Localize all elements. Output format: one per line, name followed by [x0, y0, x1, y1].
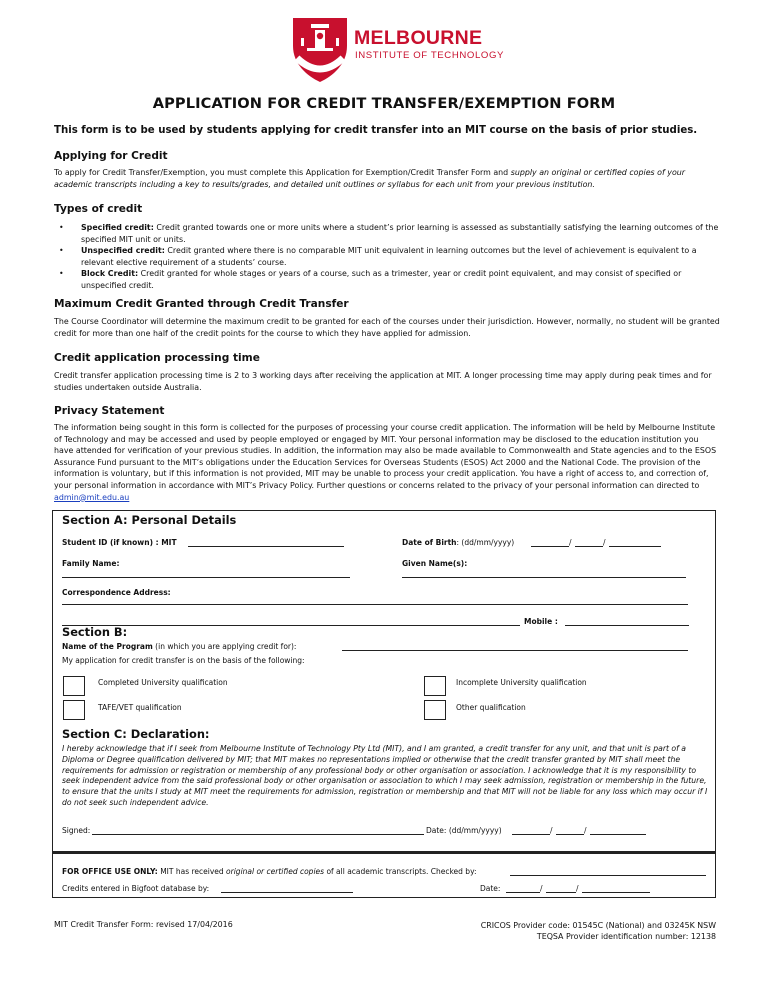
- mobile-label: Mobile :: [524, 617, 558, 626]
- given-names-field[interactable]: [402, 577, 686, 578]
- types-list: [54, 222, 724, 292]
- maximum-text: The Course Coordinator will determine the maximum credit to be granted for each of the courses under their jurisdiction. However, normally, no student will be granted credit for more than one half of the credit points for the course to which they have applied for admission.: [54, 317, 720, 338]
- given-names-label: Given Name(s):: [402, 559, 468, 568]
- declaration-text: I hereby acknowledge that if I seek from Melbourne Institute of Technology Pty Ltd (MIT), and I am granted, a credit transfer for any unit, and that unit is part of a Diploma or Degree qualification delivered by MIT; that MIT makes no representations implied or otherwise that the credit transfer granted by MIT shall meet the requirements for admission or registration or membership of any professional body or other organisation or association. I acknowledge that it is my responsibility to seek independent advice from the said professional body or other organisation or association to which I may seek admission, registration or membership in the future, to ensure that the units I study at MIT meet the requirements for admission, registration or membership and that MIT will not be liable for any loss which may occur if I do not seek such independent advice.: [62, 744, 708, 807]
- declaration-day-field[interactable]: [512, 834, 550, 835]
- dob-label: Date of Birth: (dd/mm/yyyy): [402, 538, 515, 547]
- declaration-date-label: Date: (dd/mm/yyyy): [426, 826, 502, 835]
- mobile-field[interactable]: [565, 625, 689, 626]
- checked-by-field[interactable]: [510, 875, 706, 876]
- section-c-heading: Section C: Declaration:: [62, 727, 210, 741]
- incomplete-university-label: Incomplete University qualification: [456, 678, 587, 687]
- completed-university-label: Completed University qualification: [98, 678, 228, 687]
- tafe-vet-label: TAFE/VET qualification: [98, 703, 182, 712]
- signed-label: Signed:: [62, 826, 91, 835]
- completed-university-checkbox[interactable]: [63, 676, 85, 696]
- credits-entered-field[interactable]: [221, 892, 353, 893]
- other-qualification-label: Other qualification: [456, 703, 526, 712]
- footer-revision: MIT Credit Transfer Form: revised 17/04/2016: [54, 920, 233, 929]
- email-link[interactable]: admin@mit.edu.au: [54, 492, 130, 502]
- program-label: Name of the Program (in which you are applying credit for):: [62, 642, 297, 651]
- other-qualification-checkbox[interactable]: [424, 700, 446, 720]
- family-name-field[interactable]: [62, 577, 350, 578]
- list-item: • Block Credit: Credit granted for whole stages or years of a course, such as a trimester, year or credit point equivalent, and may consist of specified or unspecified credit.: [59, 269, 682, 290]
- list-item: • Unspecified credit: Credit granted where there is no comparable MIT unit equivalent in learning outcomes but the level of achievement is equivalent to a relevant elective requirement of a students’ course.: [59, 246, 697, 267]
- types-heading: Types of credit: [54, 203, 143, 215]
- section-b-heading: Section B:: [62, 625, 128, 639]
- logo-name: MELBOURNE: [354, 27, 483, 49]
- address-field-line1[interactable]: [62, 604, 688, 605]
- processing-heading: Credit application processing time: [54, 352, 260, 364]
- dob-day-field[interactable]: [531, 546, 569, 547]
- teqsa-number: TEQSA Provider identification number: 12138: [536, 932, 716, 941]
- family-name-label: Family Name:: [62, 559, 120, 568]
- office-use-text: FOR OFFICE USE ONLY: MIT has received original or certified copies of all academic transcripts. Checked by:: [62, 867, 477, 876]
- office-day-field[interactable]: [506, 892, 540, 893]
- footer-provider-info: [481, 920, 716, 942]
- privacy-heading: Privacy Statement: [54, 405, 165, 417]
- processing-text: Credit transfer application processing time is 2 to 3 working days after receiving the application at MIT. A longer processing time may apply during peak times and for studies undertaken outside Australia.: [54, 371, 712, 392]
- list-item: • Specified credit: Credit granted towards one or more units where a student’s prior learning is assessed as substantially satisfying the learning outcomes of the specified MIT unit or units.: [59, 223, 719, 244]
- section-a-heading: Section A: Personal Details: [62, 513, 237, 527]
- office-date-label: Date:: [480, 884, 501, 893]
- applying-text: To apply for Credit Transfer/Exemption, you must complete this Application for Exemption/Credit Transfer Form and supply an original or certified copies of your academic transcripts including a key to results/grades, and detailed unit outlines or syllabus for each unit from your previous institution.: [54, 168, 686, 189]
- student-id-field[interactable]: [188, 546, 344, 547]
- applying-heading: Applying for Credit: [54, 150, 168, 162]
- tafe-vet-checkbox[interactable]: [63, 700, 85, 720]
- address-field-line2[interactable]: [62, 625, 520, 626]
- office-year-field[interactable]: [582, 892, 650, 893]
- logo-subtitle: INSTITUTE OF TECHNOLOGY: [355, 50, 505, 61]
- office-month-field[interactable]: [546, 892, 576, 893]
- dob-month-field[interactable]: [575, 546, 603, 547]
- student-id-label: Student ID (if known) : MIT: [62, 538, 177, 547]
- declaration-month-field[interactable]: [556, 834, 584, 835]
- program-field[interactable]: [342, 650, 688, 651]
- privacy-text: The information being sought in this form is collected for the purposes of processing your course credit application. The information will be held by Melbourne Institute of Technology and may be accessed and used by people employed or engaged by MIT. Your personal information may be disclosed to the education institution you have attended for verification of your previous studies. In addition, the information may also be made available to Commonwealth and State agencies and to the ESOS Assurance Fund pursuant to the MIT’s obligations under the Education Services for Overseas Students (ESOS) Act 2000 and the National Code. The provision of the information is voluntary, but if this information is not provided, MIT may be unable to process your credit application. You have a right of access to, and correction of, your personal information in accordance with MIT’s Privacy Policy. Further questions or concerns related to the privacy of your personal information can directed to admin@mit.edu.au: [54, 423, 717, 502]
- page-title: APPLICATION FOR CREDIT TRANSFER/EXEMPTION FORM: [152, 95, 616, 112]
- cricos-code: CRICOS Provider code: 01545C (National) and 03245K NSW: [480, 921, 716, 930]
- credits-entered-label: Credits entered in Bigfoot database by:: [62, 884, 210, 893]
- incomplete-university-checkbox[interactable]: [424, 676, 446, 696]
- signature-field[interactable]: [92, 834, 424, 835]
- dob-year-field[interactable]: [609, 546, 661, 547]
- declaration-year-field[interactable]: [590, 834, 646, 835]
- form-page: MELBOURNE INSTITUTE OF TECHNOLOGY APPLICATION FOR CREDIT TRANSFER/EXEMPTION FORM This form is to be used by students applying for credit transfer into an MIT course on the basis of prior studies. Applying for Credit To apply for Credit Transfer/Exemption, you must complete this Application for Exemption/Credit Transfer Form and supply an original or certified copies of your academic transcripts including a key to results/grades, and detailed unit outlines or syllabus for each unit from your previous institution. Types of credit • Specified credit: Credit granted towards one or more units where a student’s prior learning is assessed as substantially satisfying the learning outcomes of the specified MIT unit or units. • Unspecified credit: Credit granted where there is no comparable MIT unit equivalent in learning outcomes but the level of achievement is equivalent to a relevant elective requirement of a students’ course. • Block Credit: Credit granted for whole stages or years of a course, such as a trimester, year or credit point equivalent, and may consist of specified or unspecified credit. Maximum Credit Granted through Credit Transfer The Course Coordinator will determine the maximum credit to be granted for each of the courses under their jurisdiction. However, normally, no student will be granted credit for more than one half of the credit points for the course to which they have applied for admission. Credit application processing time Credit transfer application processing time is 2 to 3 working days after receiving the application at MIT. A longer processing time may apply during peak times and for studies undertaken outside Australia. Privacy Statement The information being sought in this form is collected for the purposes of processing your course credit application. The information will be held by Melbourne Institute of Technology and may be accessed and used by people employed or engaged by MIT. Your personal information may be disclosed to the education institution you have attended for verification of your previous studies. In addition, the information may also be made available to Commonwealth and State agencies and to the ESOS Assurance Fund pursuant to the MIT’s obligations under the Education Services for Overseas Students (ESOS) Act 2000 and the National Code. The provision of the information is voluntary, but if this information is not provided, MIT may be unable to process your credit application. You have a right of access to, and correction of, your personal information in accordance with MIT’s Privacy Policy. Further questions or concerns related to the privacy of your personal information can directed to admin@mit.edu.au Section A: Personal Details Student ID (if known) : MIT Date of Birth: (dd/mm/yyyy) / / Family Name: Given Name(s): Correspondence Address: Mobile : Section B: Name of the Program (in which you are applying credit for): My application for credit transfer is on the basis of the following: Completed University qualification Incomplete University qualification TAFE/VET qualification Other qualification Section C: Declaration: I hereby acknowledge that if I seek from Melbourne Institute of Technology Pty Ltd (MIT), and I am granted, a credit transfer for any unit, and that unit is part of a Diploma or Degree qualification delivered by MIT; that MIT makes no representations implied or otherwise that the credit transfer granted by MIT shall meet the requirements for admission or registration or membership of any professional body or other organisation or association. I acknowledge that it is my responsibility to seek independent advice from the said professional body or other organisation or association to which I may seek admission, registration or membership in the future, to ensure that the units I study at MIT meet the requirements for admission, registration or membership and that MIT will not be liable for any loss which may occur if I do not seek such independent advice. Signed: Date: (dd/mm/yyyy) / / FOR OFFICE USE ONLY: MIT has received original or certified copies of all academic transcripts. Checked by: Credits entered in Bigfoot database by: Date: / / MIT Credit Transfer Form: revised 17/04/2016 CRICOS Provider code: 01545C (National) and 03245K NSW TEQSA Provider identification number: 12138: [0, 0, 768, 994]
- maximum-heading: Maximum Credit Granted through Credit Transfer: [54, 298, 349, 310]
- address-label: Correspondence Address:: [62, 588, 171, 597]
- basis-text: My application for credit transfer is on the basis of the following:: [62, 656, 305, 665]
- page-subtitle: This form is to be used by students applying for credit transfer into an MIT course on the basis of prior studies.: [54, 125, 698, 136]
